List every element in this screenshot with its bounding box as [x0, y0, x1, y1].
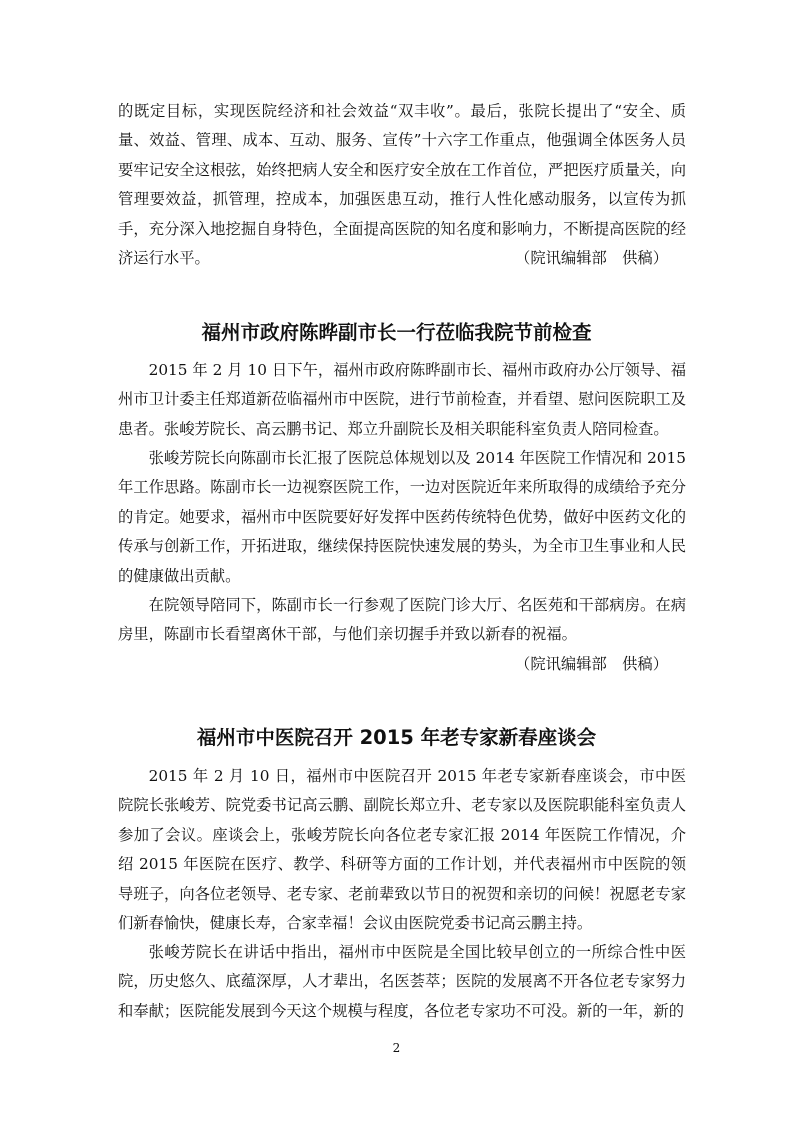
article-credit	[118, 650, 686, 679]
article-paragraph: 在院领导陪同下，陈副市长一行参观了医院门诊大厅、名医苑和干部病房。在病房里，陈副市长看望离休干部，与他们亲切握手并致以新春的祝福。	[118, 596, 686, 644]
credit-text: （院讯编辑部 供稿）	[515, 249, 668, 267]
article-paragraph: 2015 年 2 月 10 日下午，福州市政府陈晔副市长、福州市政府办公厅领导、福州市卫计委主任郑道新莅临福州市中医院，进行节前检查，并看望、慰问医院职工及患者。张峻芳院长、高云鹏书记、郑立升副院长及相关职能科室负责人陪同检查。	[118, 361, 686, 438]
credit-text: （院讯编辑部 供稿）	[515, 655, 668, 673]
article-title: 福州市政府陈晔副市长一行莅临我院节前检查	[201, 321, 592, 344]
continuation-credit	[118, 244, 686, 273]
page-number: 2	[392, 1041, 401, 1055]
article-paragraph: 2015 年 2 月 10 日，福州市中医院召开 2015 年老专家新春座谈会，市中医院院长张峻芳、院党委书记高云鹏、副院长郑立升、老专家以及医院职能科室负责人参加了会议。座谈会上，张峻芳院长向各位老专家汇报 2014 年医院工作情况，介绍 2015 年医院在医疗、教学、科研等方面的工作计划，并代表福州市中医院的领导班子，向各位老领导、老专家、老前辈致以节日的祝贺和亲切的问候！祝愿老专家们新春愉快，健康长寿，合家幸福！会议由医院党委书记高云鹏主持。	[118, 767, 687, 933]
continuation-paragraph: 的既定目标，实现医院经济和社会效益“双丰收”。最后，张院长提出了“安全、质量、效益、管理、成本、互动、服务、宣传”十六字工作重点，他强调全体医务人员要牢记安全这根弦，始终把病人安全和医疗安全放在工作首位，严把医疗质量关，向管理要效益，抓管理，控成本，加强医患互动，推行人性化感动服务，以宣传为抓手，充分深入地挖掘自身特色，全面提高医院的知名度和影响力，不断提高医院的经济运行水平。	[118, 102, 686, 268]
article-title: 福州市中医院召开 2015 年老专家新春座谈会	[196, 726, 597, 749]
article-paragraph: 张峻芳院长向陈副市长汇报了医院总体规划以及 2014 年医院工作情况和 2015 年工作思路。陈副市长一边视察医院工作，一边对医院近年来所取得的成绩给予充分的肯定。她要求，福州市中医院要好好发挥中医药传统特色优势，做好中医药文化的传承与创新工作，开拓进取，继续保持医院快速发展的势头，为全市卫生事业和人民的健康做出贡献。	[118, 449, 686, 585]
article-paragraph: 张峻芳院长在讲话中指出，福州市中医院是全国比较早创立的一所综合性中医院，历史悠久、底蕴深厚，人才辈出，名医荟萃；医院的发展离不开各位老专家努力和奉献；医院能发展到今天这个规模与程度，各位老专家功不可没。新的一年，新的	[118, 943, 686, 1020]
